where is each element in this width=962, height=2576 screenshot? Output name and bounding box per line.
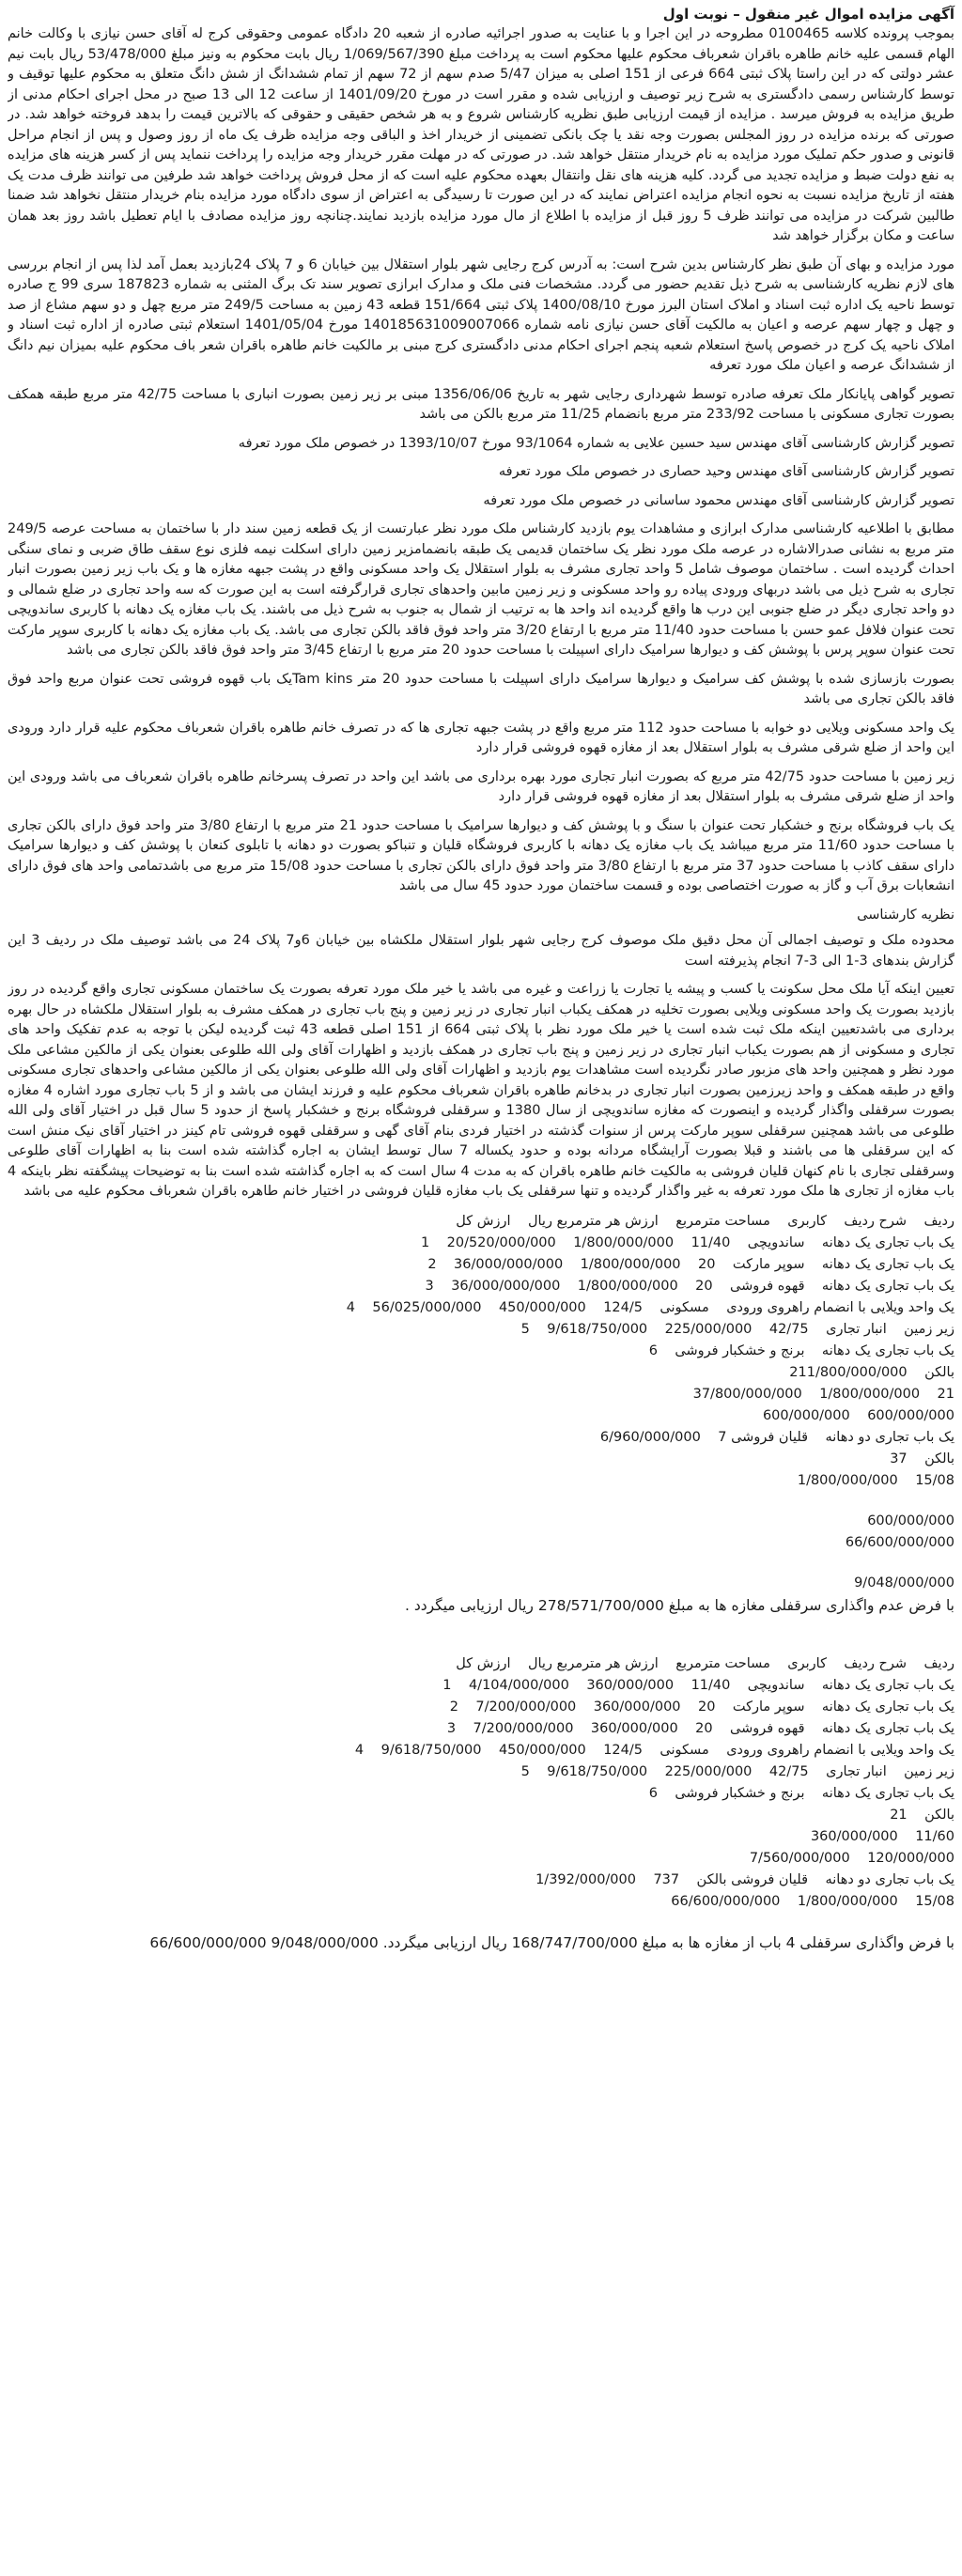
table-tail-line: 21 1/800/000/000 37/800/000/000 — [692, 1386, 954, 1402]
table-row: یک باب تجاری یک دهانه ساندویچی 11/40 360/000/000 4/104/000/000 1 — [442, 1677, 954, 1693]
paragraph-report-1: تصویر گزارش کارشناسی آقای مهندس سید حسین علایی به شماره 93/1064 مورخ 1393/10/07 در خصوص ملک مورد تعرفه — [238, 435, 954, 451]
paragraph-property-description: مورد مزایده و بهای آن طبق نظر کارشناس بدین شرح است: به آدرس کرج رجایی شهر بلوار استقلال بین خیابان 6 و 7 پلاک 24بازدید بعمل آمد لذا پس از انجام بررسی های لازم نظریه کارشناسی به شرح ذیل تقدیم حضور می گردد. مشخصات فنی ملک و مدارک ابرازی تصویر سند تک برگ المثنی به شماره 187823 سری 99 ج صادره توسط ناحیه یک اداره ثبت اسناد و املاک استان البرز مورخ 1400/08/10 پلاک ثبتی 151/664 قطعه 43 زمین به مساحت 249/5 متر مربع چهل و دو سهم مشاع از صد و چهل و چهار سهم عرصه و اعیان به مالکیت آقای حسن نیازی نامه شماره 140185631009007066 مورخ 1401/05/04 استعلام ثبتی صادره از اداره ثبت اسناد و املاک ناحیه یک کرج در خصوص پاسخ استعلام شعبه پنجم اجرای احکام مدنی دادگستری کرج مبنی بر مالکیت خانم طاهره باقران شعر باف محکوم علیه بمیزان نیم دانگ از ششدانگ عرصه و اعیان ملک مورد تعرفه — [8, 256, 954, 373]
paragraph-building-details: مطابق با اطلاعیه کارشناسی مدارک ابرازی و مشاهدات یوم بازدید کارشناس ملک مورد نظر عبارتست از یک قطعه زمین سند دار با ساختمان به مساحت عرصه 249/5 متر مربع به نشانی صدرالاشاره در عرصه ملک مورد نظر یک ساختمان قدیمی یک طبقه بانضمامزیر زمین دارای اسکلت نیمه فلزی نوع سقف طاق ضربی و نمای سنگی احداث گردیده است . ساختمان موصوف شامل 5 واحد تجاری مشرف به بلوار استقلال یک واحد مسکونی واقع در پشت جبهه مغازه ها و یک باب زیر زمین بصورت انبار تجاری به شرح ذیل می باشد دربهای ورودی پیاده رو واحد مسکونی و زیر زمین مابین واحدهای تجاری قرارگرفته است به این صورت که سه واحد تجاری در ضلع شمالی و دو واحد تجاری دیگر در ضلع جنوبی این درب ها واقع گردیده اند واحد ها به ترتیب از شمال به جنوب به شرح ذیل می باشند. یک باب مغازه یک دهانه با کاربری ساندویچی تحت عنوان فلافل عمو حسن با مساحت حدود 11/40 متر مربع با ارتفاع 3/20 متر واحد فوق فاقد بالکن تجاری می باشد. یک باب مغازه یک دهانه با کاربری سوپر مارکت تحت عنوان سوپر پرس با پوشش کف و دیوارها سرامیک دارای اسپیلت با مساحت حدود 20 متر مربع با ارتفاع 3/45 متر واحد فوق فاقد بالکن تجاری می باشد — [8, 521, 954, 658]
spacer — [8, 1616, 954, 1653]
paragraph-report-2: تصویر گزارش کارشناسی آقای مهندس وحید حصاری در خصوص ملک مورد تعرفه — [498, 464, 954, 479]
paragraph-completion-certificate: تصویر گواهی پایانکار ملک تعرفه صادره توسط شهرداری رجایی شهر به تاریخ 1356/06/06 مبنی بر زیر زمین بصورت انباری با مساحت 42/75 متر مربع طبقه همکف بصورت تجاری مسکونی با مساحت 233/92 متر مربع بانضمام 11/25 متر مربع بالکن می باشد — [8, 386, 954, 422]
paragraph-intro: بموجب پرونده کلاسه 0100465 مطروحه در این اجرا و با عنایت به صدور اجرائیه صادره از شعبه 20 دادگاه عمومی وحقوقی کرج له آقای حسن نیازی با وکالت خانم الهام قسمی علیه خانم طاهره باقران شعرباف محکوم علیها محکوم است به پرداخت مبلغ 1/069/567/390 ریال بابت محکوم به ونیز مبلغ 53/478/000 ریال بابت نیم عشر دولتی که در این راستا پلاک ثبتی 664 فرعی از 151 اصلی به میزان 5/47 صدم سهم از 72 سهم از تمام ششدانگ از شش دانگ متعلق به محکوم علیها توقیف و توسط کارشناس رسمی دادگستری به شرح زیر توصیف و ارزیابی شده و مقرر است در مورخ 1401/09/20 از ساعت 12 الی 13 صبح در محل اجرای احکام مدنی از طریق مزایده به فروش میرسد . مزایده از قیمت ارزیابی طبق نظریه کارشناس شروع و به هر شخص حقیقی و حقوقی که بالاترین قیمت را بدهد فروخته خواهد شد. در صورتی که برنده مزایده در روز المجلس بصورت وجه نقد یا چک بانکی تضمینی از خریدار اخذ و الباقی وجه مزایده ظرف یک ماه از روز وصول و پس از انجام مراحل قانونی و صدور حکم تملیک مورد مزایده به نام خریدار منتقل خواهد شد. در صورتی که در مهلت مقرر خریدار وجه مزایده را پرداخت ننماید پس از کسر هزینه های مزایده به نفع دولت ضبط و مزایده تجدید می گردد. کلیه هزینه های نقل وانتقال بعهده محکوم علیه است که از محل فروش پرداخت خواهد شد طرفین می توانند ظرف مدت یک هفته از تاریخ مزایده نسبت به نحوه انجام مزایده اعتراض نمایند که در این صورت تا رسیدگی به اعتراض از سوی دادگاه مورد مزایده بنام خریدار منتقل نخواهد شد ضمنا طالبین شرکت در مزایده می توانند ظرف 5 روز قبل از مزایده با اطلاع از مال مورد مزایده بازدید نمایند.چنانچه روز مزایده مصادف با ایام تعطیل باشد روز بعد همان ساعت و مکان برگزار خواهد شد — [8, 26, 954, 243]
table-tail-line: 600/000/000 600/000/000 — [762, 1407, 954, 1423]
table-summary: با فرض واگذاری سرقفلی 4 باب از مغازه ها به مبلغ 168/747/700/000 ریال ارزیابی میگردد. 9/048/000/000 66/600/000/000 — [149, 1933, 954, 1951]
paragraph-shops: یک باب فروشگاه برنج و خشکبار تحت عنوان با سنگ و با پوشش کف و دیوارها سرامیک با مساحت حدود 21 متر مربع با ارتفاع 3/80 متر واحد فوق دارای بالکن تجاری با مساحت حدود 11/60 متر مربع میباشد یک باب مغازه یک دهانه با کاربری فروشگاه قلیان و تنباکو بصورت دو دهانه با تابلوی کنعان با پوشش کف و دیوارها سرامیک دارای سقف کاذب با مساحت حدود 37 متر مربع با ارتفاع 3/80 متر واحد فوق دارای بالکن تجاری با مساحت حدود 15/08 متر مربع می باشدتمامی واحد های فوق دارای انشعابات برق آب و گاز به صورت اختصاصی بوده و قسمت ساختمان مورد حدود 45 سال می باشد — [8, 817, 954, 893]
table-tail-line: بالکن 37 — [890, 1451, 954, 1466]
section-heading-expert-opinion: نظریه کارشناسی — [857, 907, 954, 923]
table-tail-line: 15/08 1/800/000/000 — [797, 1472, 954, 1488]
table-row: یک باب تجاری یک دهانه سوپر مارکت 20 360/000/000 7/200/000/000 2 — [449, 1699, 954, 1715]
spacer — [8, 1492, 954, 1511]
paragraph-residential-unit: یک واحد مسکونی ویلایی دو خوابه با مساحت حدود 112 متر مربع واقع در پشت جبهه تجاری ها که در تصرف خانم طاهره باقران شعرباف محکوم علیه قرار دارد ورودی این واحد از ضلع شرقی مشرف به بلوار استقلال بعد از مغازه قهوه فروشی قرار دارد — [8, 720, 954, 755]
table-row: یک باب تجاری یک دهانه برنج و خشکبار فروشی 6 — [648, 1342, 954, 1358]
page-title: آگهی مزایده اموال غیر منقول – نوبت اول — [662, 6, 954, 23]
table-header: ردیف شرح ردیف کاربری مساحت مترمربع ارزش هر مترمربع ریال ارزش کل — [456, 1655, 954, 1671]
table-row: یک باب تجاری یک دهانه قهوه فروشی 20 360/000/000 7/200/000/000 3 — [446, 1720, 954, 1736]
table-header: ردیف شرح ردیف کاربری مساحت مترمربع ارزش هر مترمربع ریال ارزش کل — [456, 1213, 954, 1229]
table-tail-line: 66/600/000/000 — [845, 1534, 954, 1550]
paragraph-basement: زیر زمین با مساحت حدود 42/75 متر مربع که بصورت انبار تجاری مورد بهره برداری می باشد این واحد در تصرف پسرخانم طاهره باقران شعرباف می باشد ورودی این واحد از ضلع شرقی مشرف به بلوار استقلال بعد از مغازه قهوه فروشی قرار دارد — [8, 768, 954, 804]
table-row: یک باب تجاری یک دهانه ساندویچی 11/40 1/800/000/000 20/520/000/000 1 — [420, 1234, 954, 1250]
table-tail-line: 120/000/000 7/560/000/000 — [749, 1850, 954, 1866]
table-row: یک باب تجاری یک دهانه قهوه فروشی 20 1/800/000/000 36/000/000/000 3 — [425, 1278, 954, 1294]
paragraph-coffee-shop: بصورت بازسازی شده با پوشش کف سرامیک و دیوارها سرامیک دارای اسپیلت با مساحت حدود 20 متر Tam kinsیک باب قهوه فروشی تحت عنوان مربع واحد فوق فاقد بالکن تجاری می باشد — [8, 671, 954, 706]
table-tail-line: یک باب تجاری دو دهانه قلیان فروشی 7 6/960/000/000 — [599, 1429, 954, 1445]
table-tail-line: 15/08 1/800/000/000 66/600/000/000 — [671, 1893, 954, 1909]
paragraph-report-3: تصویر گزارش کارشناسی آقای مهندس محمود ساسانی در خصوص ملک مورد تعرفه — [483, 492, 954, 508]
table-tail-line: یک باب تجاری دو دهانه قلیان فروشی بالکن 737 1/392/000/000 — [535, 1871, 954, 1887]
valuation-table-2 — [8, 1653, 954, 1953]
paragraph-usage-and-leases: تعیین اینکه آیا ملک محل سکونت یا کسب و پیشه یا تجارت یا زراعت و غیره می باشد یا خیر ملک مورد تعرفه بصورت یک ساختمان مسکونی تجاری واقع گردیده در روز بازدید بصورت یک واحد مسکونی ویلایی بصورت تخلیه در همکف یکباب انبار تجاری در زیر زمین و پنج باب تجاری در همکف مشرف به بلوار استقلال ملکشاه در حال بهره برداری می باشدتعیین اینکه ملک ثبت شده است یا خیر ملک مورد نظر با پلاک ثبتی 664 از 151 اصلی قطعه 43 ثبت گردیده لیکن با توجه به عدم تفکیک واحد های تجاری و مسکونی از هم بصورت یکباب انبار تجاری در زیر زمین و پنج باب تجاری در همکف بازدید و اظهارات آقای ولی الله طلوعی بعنوان یکی از مالکین مشاعی ملک مورد نظر و همچنین واحد های مزبور صادر نگردیده است مشاهدات یوم بازدید و اظهارات آقای ولی الله طلوعی بعنوان یکی از مالکین مشاعی واحدهای تجاری مسکونی واقع در طبقه همکف و واحد زیرزمین بصورت انبار تجاری در بدخانم طاهره باقران شعرباف محکوم علیه و فرزند ایشان می باشد و از 5 باب تجاری مورد اشاره 4 مغازه بصورت سرقفلی واگذار گردیده و اینصورت که مغازه ساندویچی از سال 1380 و سرقفلی فروشگاه برنج و خشکبار پاسخ از حدود 5 سال قبل در اختیار آقای ولی الله طلوعی می باشد همچنین سرقفلی سوپر مارکت پرس از سنوات گذشته در اختیار فردی بنام آقای گهی و سرقفلی قهوه فروشی تام کینز در اختیار آقای نیک منش است که این سرقفلی ها می باشند و قبلا بصورت آرایشگاه مردانه بوده و حدود یکساله 7 سال توسط ایشان به اجاره گذاشته شده است بنا به اظهارات آقای طلوعی وسرقفلی تجاری با نام کنهان قلیان فروشی به مالکیت خانم طاهره باقران که به مدت 4 سال است که به اجاره گذاشته شده است بنا به توضیحات پیشگفته نظر باینکه 4 باب مغازه از تجاری ها ملک مورد تعرفه به غیر واگذار گردیده و تنها سرقفلی یک باب مغازه قلیان فروشی در اختیار خانم طاهره باقران شعرباف محکوم علیه می باشد — [8, 982, 954, 1199]
valuation-table-1 — [8, 1211, 954, 1616]
table-tail-line: 11/60 360/000/000 — [810, 1828, 954, 1844]
paragraph-location: محدوده ملک و توصیف اجمالی آن محل دقیق ملک موصوف کرج رجایی شهر بلوار استقلال ملکشاه بین خیابان 6و7 پلاک 24 می باشد توصیف ملک در ردیف 3 این گزارش بندهای 3-1 الی 3-7 انجام پذیرفته است — [8, 933, 954, 969]
spacer — [8, 1554, 954, 1573]
table-row: زیر زمین انبار تجاری 42/75 225/000/000 9/618/750/000 5 — [520, 1321, 954, 1337]
table-tail-line: 600/000/000 — [867, 1513, 954, 1529]
table-row: یک باب تجاری یک دهانه سوپر مارکت 20 1/800/000/000 36/000/000/000 2 — [427, 1256, 954, 1272]
table-row: یک واحد ویلایی با انضمام راهروی ورودی مسکونی 124/5 450/000/000 56/025/000/000 4 — [346, 1299, 954, 1315]
spacer — [8, 1913, 954, 1932]
table-row: یک باب تجاری یک دهانه برنج و خشکبار فروشی 6 — [648, 1785, 954, 1801]
table-row: یک واحد ویلایی با انضمام راهروی ورودی مسکونی 124/5 450/000/000 9/618/750/000 4 — [354, 1742, 954, 1758]
table-tail-line: بالکن 21 — [890, 1807, 954, 1823]
table-tail-line: 9/048/000/000 — [854, 1575, 954, 1591]
table-tail-line: بالکن 211/800/000/000 — [789, 1364, 954, 1380]
table-summary: با فرض عدم واگذاری سرقفلی مغازه ها به مبلغ 278/571/700/000 ریال ارزیابی میگردد . — [404, 1596, 954, 1614]
table-row: زیر زمین انبار تجاری 42/75 225/000/000 9/618/750/000 5 — [520, 1763, 954, 1779]
